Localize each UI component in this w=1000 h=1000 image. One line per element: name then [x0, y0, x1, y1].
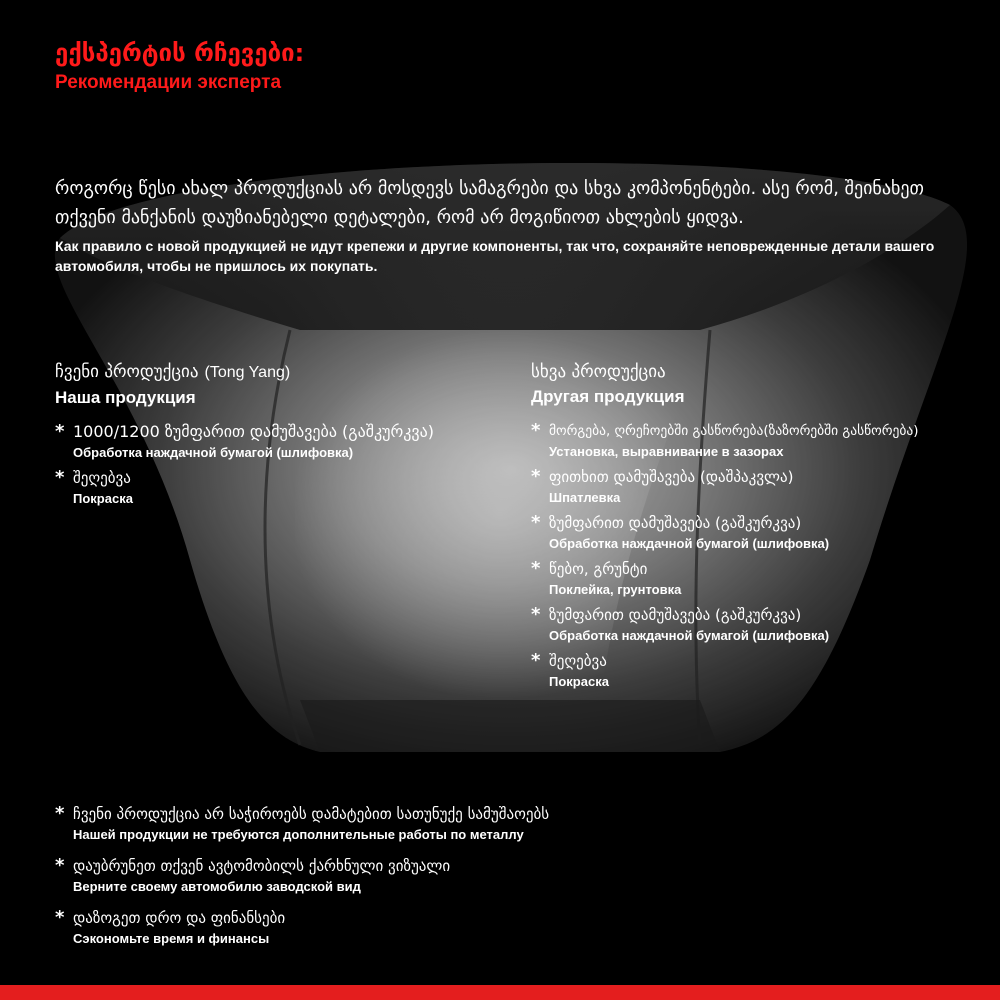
item-georgian: ზუმფარით დამუშავება (გაშკურკვა) [549, 514, 802, 532]
our-products-label: ჩვენი პროდუქცია [55, 362, 199, 382]
intro [55, 174, 975, 276]
bullet-star: * [531, 512, 541, 533]
item-georgian: დაზოგეთ დრო და ფინანსები [73, 909, 286, 927]
list-item [531, 604, 1000, 646]
item-georgian: შეღებვა [73, 469, 131, 487]
list-item [55, 855, 975, 897]
header [55, 38, 304, 96]
other-products-column [531, 360, 1000, 696]
item-russian: Шпатлевка [549, 490, 621, 505]
footer-accent-bar [0, 985, 1000, 1000]
bullet-star: * [55, 907, 65, 928]
item-russian: Верните своему автомобилю заводской вид [73, 879, 361, 894]
list-item [531, 466, 1000, 508]
our-products-heading-georgian [55, 360, 515, 385]
benefits-section [55, 793, 975, 959]
item-russian: Покраска [73, 491, 133, 506]
bullet-star: * [531, 604, 541, 625]
list-item [55, 907, 975, 949]
item-russian: Поклейка, грунтовка [549, 582, 682, 597]
item-georgian: ჩვენი პროდუქცია არ საჭიროებს დამატებით სათუნუქე სამუშაოებს [73, 805, 550, 823]
bullet-star: * [531, 558, 541, 579]
benefits-list [55, 803, 975, 949]
list-item [531, 512, 1000, 554]
list-item [531, 420, 1000, 462]
item-russian: Установка, выравнивание в зазорах [549, 444, 784, 459]
item-russian: Нашей продукции не требуются дополнительные работы по металлу [73, 827, 524, 842]
list-item [531, 558, 1000, 600]
bullet-star: * [55, 421, 65, 442]
bullet-star: * [55, 803, 65, 824]
bullet-star: * [531, 466, 541, 487]
item-russian: Сэкономьте время и финансы [73, 931, 270, 946]
bullet-star: * [531, 420, 541, 441]
item-russian: Обработка наждачной бумагой (шлифовка) [549, 628, 830, 643]
list-item [531, 650, 1000, 692]
other-products-list [531, 420, 1000, 692]
item-georgian: 1000/1200 ზუმფარით დამუშავება (გაშკურკვა) [73, 422, 434, 441]
item-georgian: ფითხით დამუშავება (დაშპაკვლა) [549, 468, 794, 486]
bullet-star: * [531, 650, 541, 671]
list-item [55, 803, 975, 845]
item-russian: Обработка наждачной бумагой (шлифовка) [73, 445, 354, 460]
our-products-column [55, 360, 515, 513]
intro-russian: Как правило с новой продукцией не идут крепежи и другие компоненты, так что, сохраняйте неповрежденные детали вашего автомобиля, чтобы не пришлось их покупать. [55, 238, 935, 274]
item-russian: Обработка наждачной бумагой (шлифовка) [549, 536, 830, 551]
list-item [55, 467, 515, 509]
our-products-list [55, 421, 515, 509]
item-russian: Покраска [549, 674, 609, 689]
item-georgian: წებო, გრუნტი [549, 560, 648, 578]
other-products-heading-georgian: სხვა პროდუქცია [531, 362, 666, 382]
other-products-heading-russian: Другая продукция [531, 387, 685, 406]
item-georgian: დაუბრუნეთ თქვენ ავტომობილს ქარხნული ვიზუალი [73, 857, 451, 875]
page-title-georgian: ექსპერტის რჩევები: [55, 39, 305, 67]
item-georgian: ზუმფარით დამუშავება (გაშკურკვა) [549, 606, 802, 624]
list-item [55, 421, 515, 463]
item-georgian: მორგება, ღრეჩოებში გასწორება(ზაზორებში გასწორება) [549, 423, 919, 439]
bullet-star: * [55, 855, 65, 876]
bullet-star: * [55, 467, 65, 488]
intro-georgian: როგორც წესი ახალ პროდუქციას არ მოსდევს სამაგრები და სხვა კომპონენტები. ასე რომ, შეინახეთ თქვენი მანქანის დაუზიანებელი დეტალები, რომ არ მოგიწიოთ ახლების ყიდვა. [55, 178, 924, 228]
page-title-russian: Рекомендации эксперта [55, 72, 282, 93]
brand-name: (Tong Yang) [204, 364, 291, 381]
item-georgian: შეღებვა [549, 652, 607, 670]
our-products-heading-russian: Наша продукция [55, 388, 196, 407]
